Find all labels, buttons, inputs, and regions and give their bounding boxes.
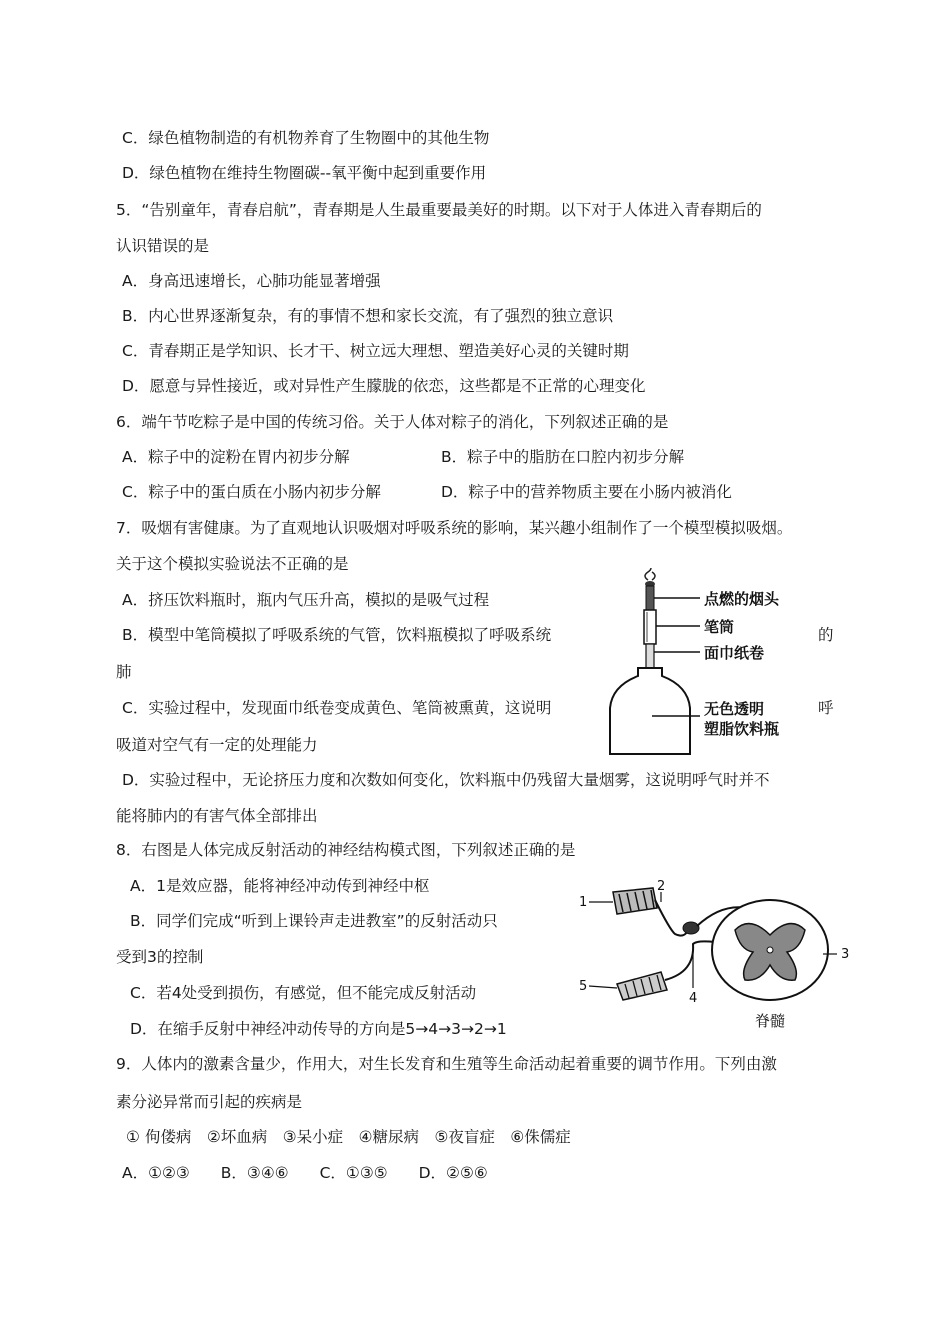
label-1: 1 (579, 895, 588, 910)
label-pen: 笔筒 (704, 618, 735, 636)
q5-option-a: A．身高迅速增长，心肺功能显著增强 (122, 272, 381, 290)
label-3: 3 (841, 947, 850, 962)
q7-option-b-line1: B．模型中笔筒模拟了呼吸系统的气管，饮料瓶模拟了呼吸系统 (122, 626, 552, 644)
q5-option-c: C．青春期正是学知识、长才干、树立远大理想、塑造美好心灵的关键时期 (122, 342, 629, 360)
q5-stem-line2: 认识错误的是 (116, 237, 210, 255)
q6-option-d: D．粽子中的营养物质主要在小肠内被消化 (441, 483, 732, 501)
q7-option-a: A．挤压饮料瓶时，瓶内气压升高，模拟的是吸气过程 (122, 591, 490, 609)
q7-option-c-line2: 吸道对空气有一定的处理能力 (116, 736, 318, 754)
q8-option-b-line1: B．同学们完成“听到上课铃声走进教室”的反射活动只 (130, 912, 498, 930)
q8-option-c: C．若4处受到损伤，有感觉，但不能完成反射活动 (130, 984, 477, 1002)
q8-stem: 8．右图是人体完成反射活动的神经结构模式图，下列叙述正确的是 (116, 841, 576, 859)
q7-option-d-line2: 能将肺内的有害气体全部排出 (116, 807, 318, 825)
label-5: 5 (579, 979, 588, 994)
q8-option-d: D．在缩手反射中神经冲动传导的方向是5→4→3→2→1 (130, 1020, 507, 1038)
q6-option-c: C．粽子中的蛋白质在小肠内初步分解 (122, 483, 381, 501)
q6-option-b: B．粽子中的脂肪在口腔内初步分解 (441, 448, 685, 466)
cigarette-icon (646, 586, 654, 610)
q7-option-b-tail: 的 (818, 626, 834, 644)
q9-stem-line1: 9．人体内的激素含量少，作用大，对生长发育和生殖等生命活动起着重要的调节作用。下列由激 (116, 1055, 777, 1073)
tissue-roll-icon (646, 644, 654, 670)
q8-option-a: A．1是效应器，能将神经冲动传到神经中枢 (130, 877, 430, 895)
q4-option-c: C．绿色植物制造的有机物养育了生物圈中的其他生物 (122, 129, 490, 147)
q6-stem: 6．端午节吃粽子是中国的传统习俗。关于人体对粽子的消化，下列叙述正确的是 (116, 413, 669, 431)
q7-option-b-line2: 肺 (116, 663, 132, 681)
q8-option-b-line2: 受到3的控制 (116, 948, 204, 966)
label-4: 4 (689, 991, 698, 1006)
q5-option-d: D．愿意与异性接近，或对异性产生朦胧的依恋，这些都是不正常的心理变化 (122, 377, 646, 395)
central-canal (767, 947, 773, 953)
label-2: 2 (657, 880, 666, 894)
label-bottle-line2: 塑脂饮料瓶 (704, 720, 780, 738)
q7-stem-line1: 7．吸烟有害健康。为了直观地认识吸烟对呼吸系统的影响，某兴趣小组制作了一个模型模拟吸烟。 (116, 519, 793, 537)
ganglion-icon (683, 922, 699, 934)
q9-answer-options: A．①②③ B．③④⑥ C．①③⑤ D．②⑤⑥ (122, 1164, 488, 1182)
q9-disease-list: ① 佝偻病 ②坏血病 ③呆小症 ④糖尿病 ⑤夜盲症 ⑥侏儒症 (126, 1128, 571, 1146)
smoking-model-figure (600, 568, 802, 760)
q9-stem-line2: 素分泌异常而引起的疾病是 (116, 1093, 303, 1111)
q7-option-c-line1: C．实验过程中，发现面巾纸卷变成黄色、笔筒被熏黄，这说明 (122, 699, 552, 717)
reflex-arc-figure (575, 880, 858, 1032)
q7-stem-line2: 关于这个模拟实验说法不正确的是 (116, 555, 349, 573)
q6-option-a: A．粽子中的淀粉在胃内初步分解 (122, 448, 350, 466)
figure-caption: 脊髓 (755, 1012, 786, 1030)
q4-option-d: D．绿色植物在维持生物圈碳--氧平衡中起到重要作用 (122, 164, 487, 182)
label-cigarette: 点燃的烟头 (704, 590, 780, 608)
q7-option-c-tail: 呼 (818, 699, 834, 717)
pen-tube-icon (644, 610, 656, 644)
label-bottle-line1: 无色透明 (704, 700, 765, 718)
q5-option-b: B．内心世界逐渐复杂，有的事情不想和家长交流，有了强烈的独立意识 (122, 307, 614, 325)
q7-option-d-line1: D．实验过程中，无论挤压力度和次数如何变化，饮料瓶中仍残留大量烟雾，这说明呼气时并不 (122, 771, 770, 789)
label-tissue: 面巾纸卷 (704, 644, 765, 662)
q5-stem-line1: 5．“告别童年，青春启航”，青春期是人生最重要最美好的时期。以下对于人体进入青春期后的 (116, 201, 762, 219)
